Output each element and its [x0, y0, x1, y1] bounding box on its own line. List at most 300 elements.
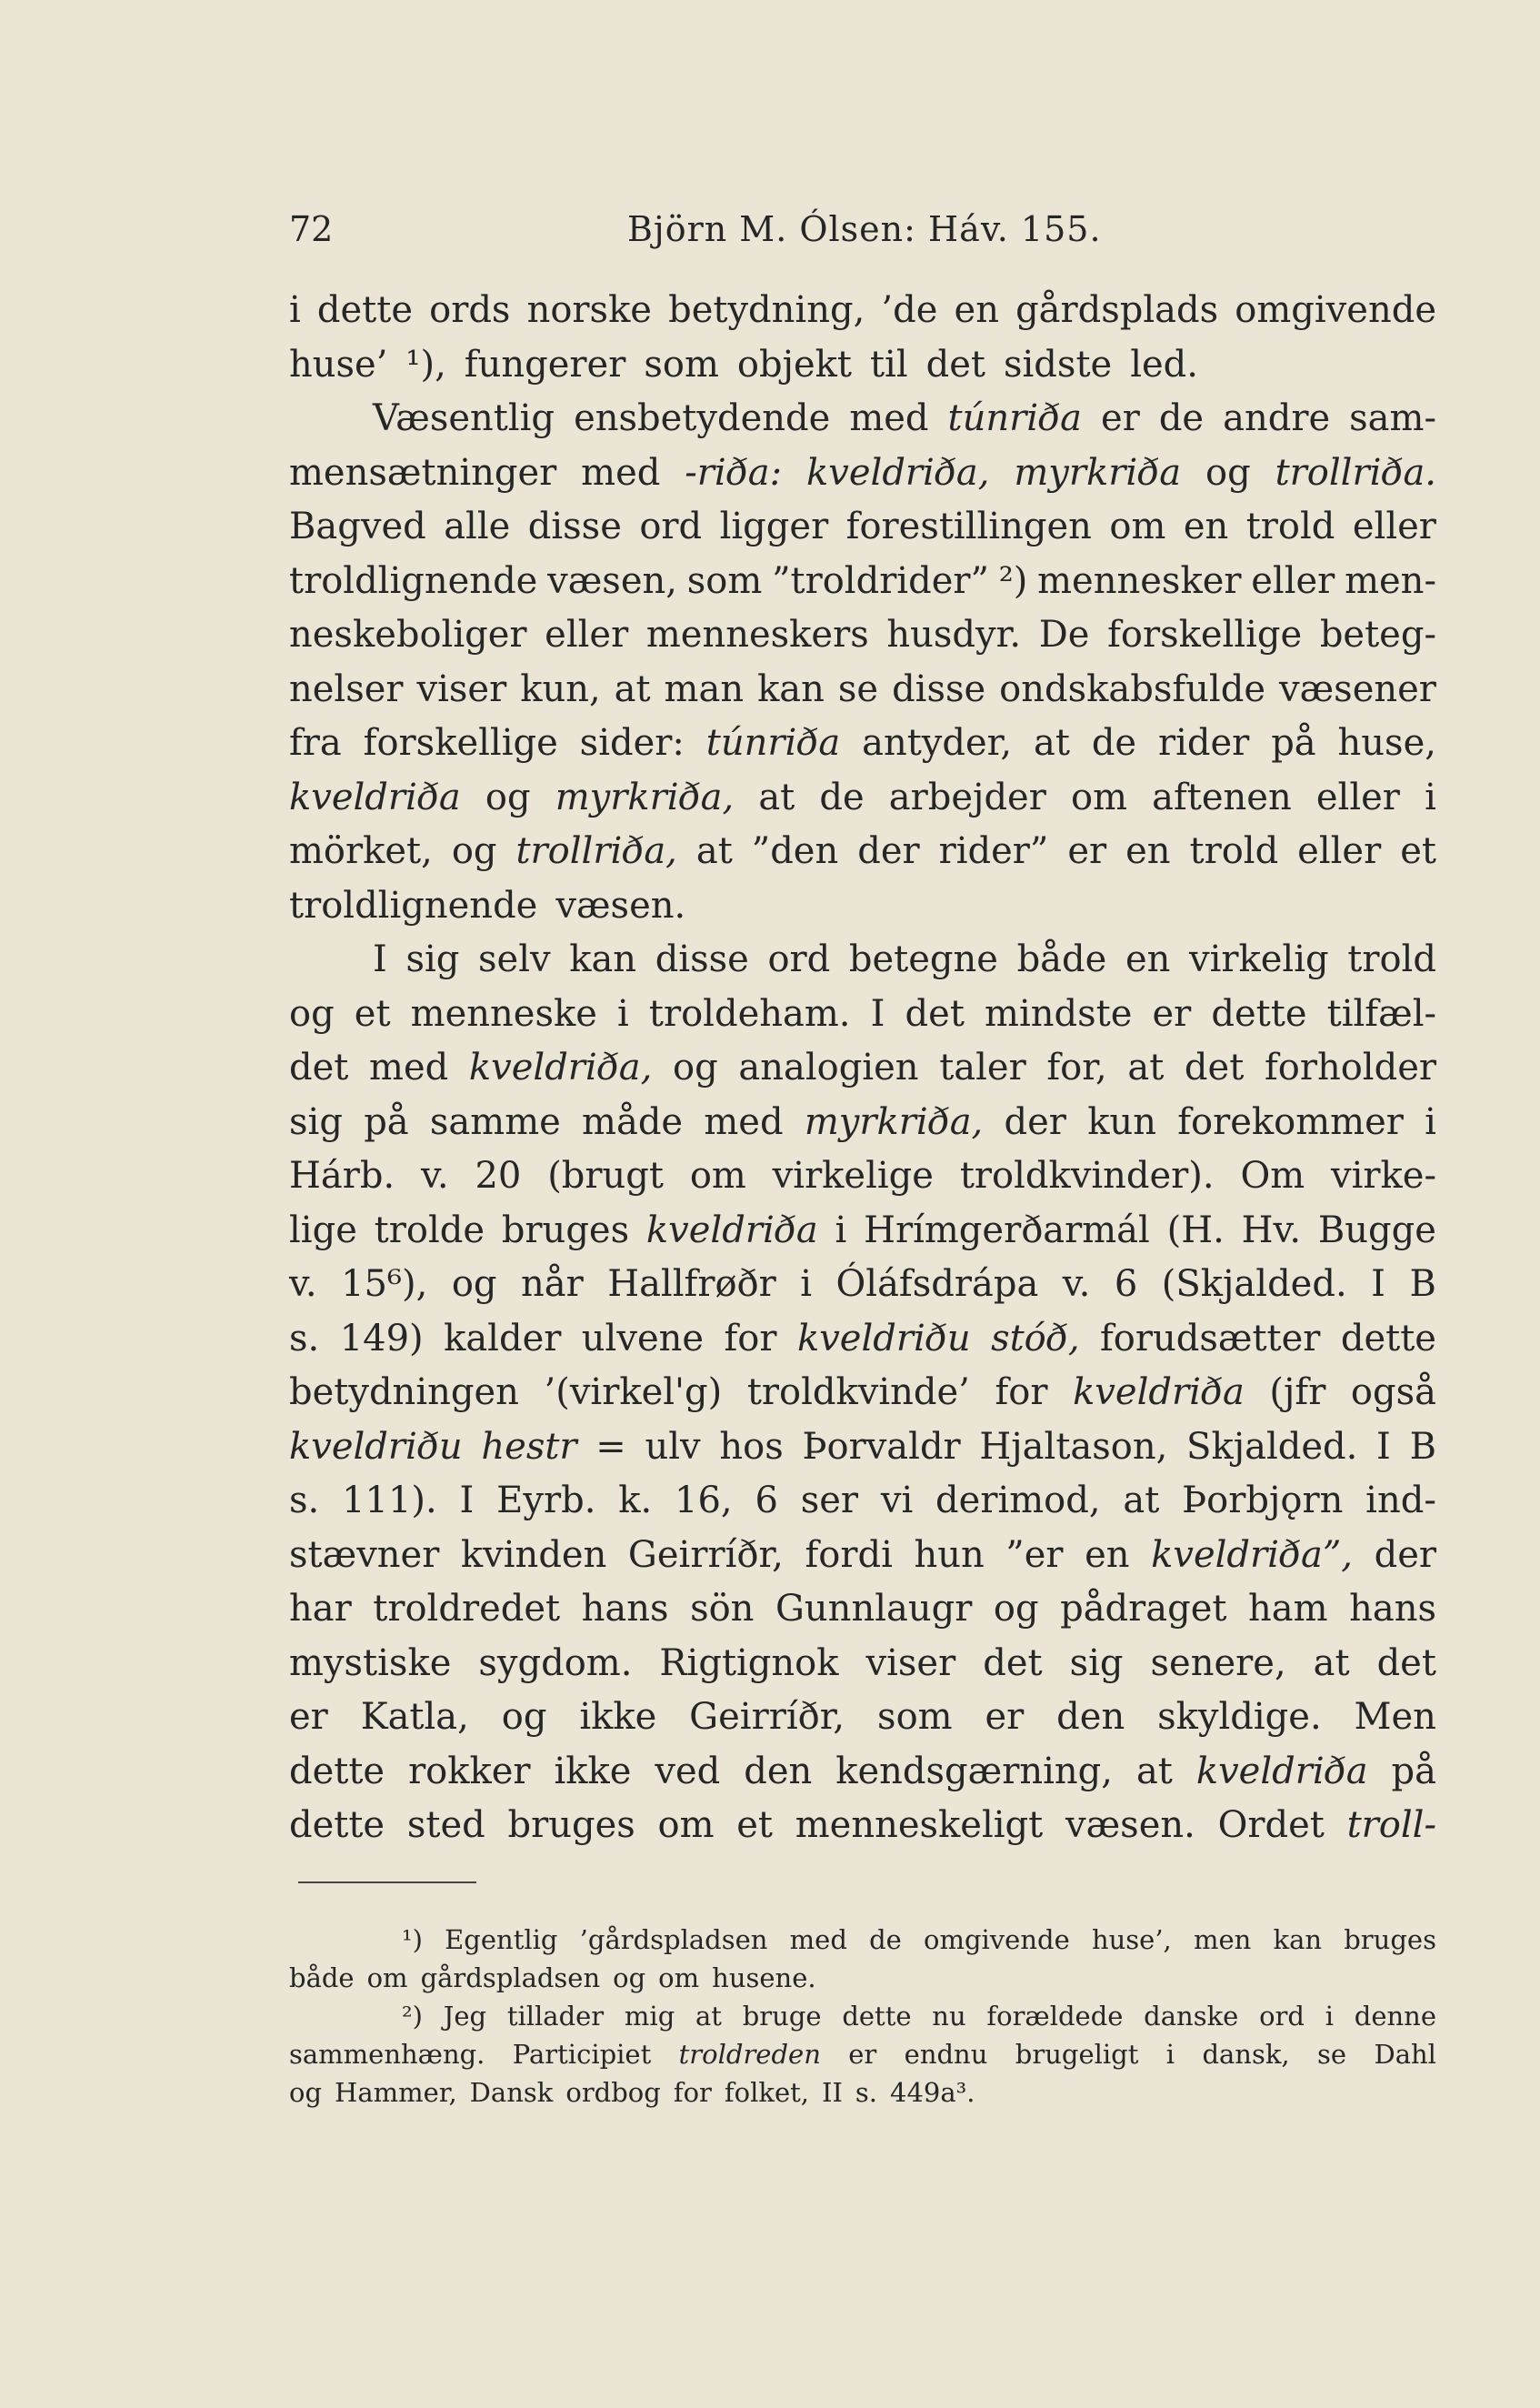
word: betydningen — [289, 1371, 519, 1413]
word: en — [954, 289, 999, 331]
word: ’de — [881, 289, 938, 331]
word: eller — [1251, 559, 1335, 602]
word: at — [614, 667, 651, 710]
word: mensætninger — [289, 451, 557, 494]
word: Þorbjǫrn — [1182, 1480, 1344, 1521]
word: troldeham. — [648, 992, 851, 1035]
word: se — [1317, 2039, 1347, 2070]
word: troldreden — [678, 2039, 821, 2070]
text-line — [289, 879, 1436, 934]
word: nelser — [289, 667, 404, 710]
text-line — [289, 1582, 1436, 1637]
word: sammenhæng. — [289, 2039, 485, 2070]
word: Rigtignok — [659, 1641, 839, 1684]
word: som — [877, 1696, 953, 1738]
word: et — [1400, 830, 1436, 872]
word: Væsentlig — [373, 397, 555, 439]
word: I — [1376, 1425, 1391, 1468]
word: myrkriða, — [555, 776, 735, 818]
text-line — [289, 1096, 1436, 1150]
word: bruges — [1344, 1924, 1436, 1955]
word: bruge — [742, 2001, 822, 2032]
text-line — [289, 1366, 1436, 1420]
word: rokker — [408, 1750, 531, 1792]
word: pådraget — [1060, 1588, 1227, 1630]
word: i — [1325, 2001, 1334, 2032]
word: de — [1091, 722, 1137, 764]
word: mystiske — [289, 1641, 452, 1684]
word: troldkvinde’ — [746, 1371, 970, 1413]
word: dansk, — [1202, 2039, 1290, 2070]
word: I — [1371, 1263, 1385, 1305]
word: 16, — [675, 1480, 733, 1521]
word: kveldriða, — [806, 451, 990, 494]
word: fra — [289, 722, 342, 764]
word: menneskers — [645, 614, 869, 656]
word: det — [905, 992, 965, 1035]
word: for — [673, 2077, 712, 2108]
word: at — [1127, 1047, 1165, 1089]
word: endnu — [904, 2039, 988, 2070]
word: en — [1183, 506, 1229, 547]
word: hans — [1349, 1588, 1436, 1630]
word: dette — [1340, 1317, 1436, 1360]
word: sig — [289, 1100, 343, 1143]
word: et — [736, 1804, 773, 1846]
word: der — [1004, 1100, 1066, 1143]
word: senere, — [1150, 1641, 1286, 1684]
word: ensbetydende — [574, 397, 831, 439]
text-line — [289, 1745, 1436, 1800]
word: at — [695, 2001, 722, 2032]
word: s. — [289, 1480, 320, 1521]
word: forskellige — [363, 722, 558, 764]
word: huse, — [1337, 722, 1436, 764]
word: de — [869, 1924, 902, 1955]
word: husene. — [712, 1962, 816, 1993]
word: ¹), — [405, 343, 446, 386]
word: betydning, — [668, 289, 865, 331]
word: Hv. — [1241, 1209, 1302, 1251]
word: mörket, — [289, 830, 433, 872]
word: mig — [624, 2001, 675, 2032]
footnote-line — [289, 1997, 1436, 2035]
word: har — [289, 1588, 352, 1630]
word: forekommer — [1177, 1100, 1404, 1143]
footnotes — [289, 1921, 1436, 2112]
word: for, — [1046, 1047, 1107, 1089]
word: disse — [527, 506, 622, 547]
word: både — [1016, 938, 1107, 980]
word: sider: — [579, 722, 685, 764]
word: disse — [655, 938, 749, 980]
word: eller — [1297, 830, 1382, 872]
word: ondskabsfulde — [999, 667, 1265, 710]
text-line — [289, 1474, 1436, 1529]
word: túnriða — [705, 722, 841, 764]
word: myrkriða — [1014, 451, 1182, 494]
text-line — [289, 1529, 1436, 1583]
text-line — [289, 1637, 1436, 1691]
word: arbejder — [888, 776, 1046, 818]
word: eller — [545, 614, 629, 656]
word: Jeg — [443, 2001, 487, 2032]
word: Geirríðr, — [689, 1696, 845, 1738]
word: kun, — [520, 667, 601, 710]
word: med — [581, 451, 661, 494]
word: s. — [289, 1317, 320, 1360]
word: forholder — [1264, 1047, 1436, 1089]
word: men — [1193, 1924, 1252, 1955]
word: sted — [406, 1804, 485, 1846]
word: og — [673, 1047, 718, 1089]
word: tillader — [506, 2001, 605, 2032]
text-line — [289, 717, 1436, 771]
word: se — [837, 667, 879, 710]
word: de — [819, 776, 865, 818]
word: at — [1135, 1750, 1173, 1792]
word: kveldriðu — [796, 1317, 971, 1360]
word: rider” — [938, 830, 1049, 872]
word: og — [993, 1588, 1039, 1630]
word: v. — [289, 1263, 317, 1305]
word: der — [1374, 1533, 1436, 1576]
word: men- — [1345, 559, 1436, 602]
word: I — [459, 1480, 475, 1521]
footnote-line — [289, 1959, 1436, 1997]
word: derimod, — [935, 1480, 1101, 1521]
word: det — [1184, 1047, 1245, 1089]
word: Dahl — [1374, 2039, 1436, 2070]
word: ikke — [554, 1750, 632, 1792]
word: om — [689, 1155, 746, 1197]
word: en — [1085, 1533, 1130, 1576]
word: kvinden — [460, 1533, 607, 1576]
word: ¹) — [402, 1924, 423, 1955]
word: folket, — [724, 2077, 809, 2108]
text-line — [289, 1799, 1436, 1853]
word: ligger — [719, 506, 829, 547]
word: Katla, — [360, 1696, 469, 1738]
word: Men — [1354, 1696, 1436, 1738]
word: det — [925, 343, 985, 386]
word: forskellige — [1107, 614, 1303, 656]
word: ²) — [402, 2001, 423, 2032]
word: Hárb. — [289, 1155, 395, 1197]
word: kveldriða — [1195, 1750, 1368, 1792]
word: væsener — [1278, 667, 1436, 710]
word: norske — [526, 289, 652, 331]
word: den — [1056, 1696, 1125, 1738]
word: de — [1158, 397, 1205, 439]
word: k. — [618, 1480, 653, 1521]
word: er — [1152, 992, 1192, 1035]
word: samme — [429, 1100, 561, 1143]
word: i — [1425, 1100, 1436, 1143]
word: kveldriða — [289, 776, 461, 818]
word: på — [364, 1100, 409, 1143]
word: at — [758, 776, 795, 818]
word: kveldriða — [1073, 1371, 1245, 1413]
word: kendsgærning, — [835, 1750, 1113, 1792]
word: dette — [1211, 992, 1307, 1035]
word: ²) — [998, 559, 1028, 602]
word: om — [657, 1804, 715, 1846]
word: mennesker — [1037, 559, 1242, 602]
word: 149) — [339, 1317, 424, 1360]
text-line — [289, 608, 1436, 663]
word: er — [289, 1696, 328, 1738]
word: og — [501, 1696, 547, 1738]
word: ind- — [1365, 1480, 1436, 1521]
word: alle — [444, 506, 511, 547]
word: troldlignende — [289, 884, 538, 927]
text-line — [289, 500, 1436, 555]
word: 15⁶), — [341, 1263, 428, 1305]
word: om — [1109, 506, 1166, 547]
word: måde — [582, 1100, 684, 1143]
word: kan — [1273, 1924, 1323, 1955]
word: Geirríðr, — [627, 1533, 784, 1576]
word: den — [744, 1750, 813, 1792]
word: 111). — [342, 1480, 437, 1521]
word: Þorvaldr — [802, 1425, 961, 1468]
word: trollriða, — [515, 830, 677, 872]
word: er — [848, 2039, 877, 2070]
word: -riða: — [685, 451, 783, 494]
word: ”er — [1005, 1533, 1064, 1576]
word: sidste — [1003, 343, 1113, 386]
word: væsen. — [1065, 1804, 1195, 1846]
word: kan — [757, 667, 825, 710]
word: der — [857, 830, 920, 872]
running-head: Björn M. Ólsen: Háv. 155. — [627, 209, 1102, 249]
text-line — [289, 1312, 1436, 1367]
word: aftenen — [1152, 776, 1292, 818]
word: ords — [429, 289, 511, 331]
text-line — [289, 338, 1436, 393]
word: Hrímgerðarmál — [864, 1209, 1150, 1251]
word: (brugt — [547, 1155, 664, 1197]
word: forældede — [986, 2001, 1124, 2032]
word: i — [800, 1263, 813, 1305]
word: ved — [655, 1750, 721, 1792]
word: led. — [1130, 343, 1198, 386]
word: hans — [581, 1588, 669, 1630]
word: ordbog — [565, 2077, 661, 2108]
text-line — [289, 446, 1436, 501]
word: til — [869, 343, 908, 386]
word: er — [1067, 830, 1107, 872]
word: og — [1205, 451, 1251, 494]
word: eller — [1315, 776, 1400, 818]
word: ulvene — [581, 1317, 705, 1360]
word: ”troldrider” — [772, 559, 989, 602]
word: trold — [1189, 830, 1279, 872]
word: huse’ — [289, 343, 388, 386]
word: antyder, — [862, 722, 1013, 764]
word: ord — [767, 938, 831, 980]
word: sig — [1069, 1641, 1124, 1684]
word: v. — [1062, 1263, 1091, 1305]
word: også — [1350, 1371, 1436, 1413]
word: analogien — [738, 1047, 919, 1089]
text-line — [289, 663, 1436, 717]
word: (jfr — [1269, 1371, 1326, 1413]
text-line — [289, 988, 1436, 1042]
word: omgivende — [924, 1924, 1070, 1955]
word: sig — [405, 938, 460, 980]
word: med — [789, 1924, 847, 1955]
word: kveldriða — [645, 1209, 818, 1251]
word: andre — [1223, 397, 1331, 439]
word: nu — [932, 2001, 966, 2032]
word: Gunnlaugr — [775, 1588, 973, 1630]
word: Eyrb. — [496, 1480, 596, 1521]
word: og — [289, 2077, 323, 2108]
word: ord — [1259, 2001, 1305, 2032]
word: dette — [316, 289, 414, 331]
word: kveldriða, — [468, 1047, 653, 1089]
text-line — [289, 825, 1436, 879]
word: at — [1034, 722, 1070, 764]
word: troll- — [1346, 1804, 1436, 1846]
word: Dansk — [469, 2077, 554, 2108]
word: stóð, — [991, 1317, 1080, 1360]
body-text — [289, 284, 1436, 1853]
footnote-rule — [298, 1881, 476, 1883]
word: en — [1125, 938, 1171, 980]
word: sön — [690, 1588, 755, 1630]
word: myrkriða, — [804, 1100, 984, 1143]
footnote-line — [289, 2073, 1436, 2112]
word: fungerer — [464, 343, 626, 386]
word: Óláfsdrápa — [835, 1263, 1039, 1305]
word: B — [1409, 1425, 1436, 1468]
word: brugeligt — [1015, 2039, 1139, 2070]
word: ’(virkel'g) — [544, 1371, 723, 1413]
word: II — [821, 2077, 843, 2108]
word: det — [289, 1047, 349, 1089]
word: 20 — [475, 1155, 522, 1197]
word: hestr — [481, 1425, 577, 1468]
word: Bagved — [289, 506, 426, 547]
word: i — [835, 1209, 847, 1251]
word: Hammer, — [335, 2077, 457, 2108]
word: i — [617, 992, 629, 1035]
word: troldredet — [373, 1588, 561, 1630]
word: skyldige. — [1157, 1696, 1322, 1738]
word: tilfæl- — [1326, 992, 1436, 1035]
word: dette — [289, 1750, 385, 1792]
word: i — [289, 289, 301, 331]
word: og — [451, 830, 497, 872]
word: det — [983, 1641, 1043, 1684]
word: disse — [892, 667, 986, 710]
word: på — [1391, 1750, 1436, 1792]
word: B — [1409, 1263, 1436, 1305]
word: at — [1313, 1641, 1350, 1684]
word: med — [369, 1047, 449, 1089]
word: det — [1376, 1641, 1436, 1684]
word: viser — [416, 667, 507, 710]
word: bruges — [507, 1804, 635, 1846]
word: virkelig — [1189, 938, 1329, 980]
word: at — [695, 830, 733, 872]
word: og — [613, 1962, 646, 1993]
word: virkelige — [772, 1155, 934, 1197]
word: om — [1070, 776, 1127, 818]
word: betegne — [848, 938, 998, 980]
page-number: 72 — [289, 209, 334, 249]
word: I — [870, 992, 885, 1035]
word: = — [595, 1425, 626, 1468]
word: om — [366, 1962, 408, 1993]
text-line — [289, 555, 1436, 609]
word: med — [704, 1100, 784, 1143]
word: som — [686, 559, 763, 602]
word: (Skjalded. — [1161, 1263, 1347, 1305]
word: 6 — [755, 1480, 778, 1521]
word: Hjaltason, — [979, 1425, 1168, 1468]
word: ”den — [751, 830, 839, 872]
word: med — [849, 397, 929, 439]
word: hun — [914, 1533, 985, 1576]
word: dette — [842, 2001, 912, 2032]
word: menneske — [410, 992, 597, 1035]
word: rider — [1157, 722, 1250, 764]
word: (H. — [1166, 1209, 1225, 1251]
word: kveldriða”, — [1151, 1533, 1354, 1576]
word: væsen, — [547, 559, 677, 602]
word: 449a³. — [890, 2077, 975, 2108]
word: troldkvinder). — [959, 1155, 1215, 1197]
word: trold — [1347, 938, 1436, 980]
word: forestillingen — [845, 506, 1092, 547]
footnote-line — [289, 1921, 1436, 1959]
word: sygdom. — [478, 1641, 633, 1684]
word: eller — [1352, 506, 1436, 547]
word: ikke — [579, 1696, 657, 1738]
word: ’gårdspladsen — [579, 1924, 768, 1955]
word: vi — [880, 1480, 914, 1521]
text-line — [289, 392, 1436, 446]
word: dette — [289, 1804, 385, 1846]
word: at — [1123, 1480, 1160, 1521]
word: Egentlig — [445, 1924, 558, 1955]
word: på — [1271, 722, 1316, 764]
word: Participiet — [512, 2039, 652, 2070]
text-line — [289, 1041, 1436, 1096]
word: Skjalded. — [1186, 1425, 1358, 1468]
word: og — [289, 992, 335, 1035]
text-line — [289, 771, 1436, 826]
word: gårdspladsen — [420, 1962, 601, 1993]
word: ser — [800, 1480, 859, 1521]
word: denne — [1354, 2001, 1436, 2032]
word: kveldriðu — [289, 1425, 463, 1468]
word: s. — [855, 2077, 878, 2108]
text-line — [289, 1258, 1436, 1312]
word: taler — [939, 1047, 1026, 1089]
word: Om — [1240, 1155, 1305, 1197]
word: huse’, — [1091, 1924, 1172, 1955]
word: virke- — [1331, 1155, 1436, 1197]
text-line — [289, 1691, 1436, 1745]
word: beteg- — [1319, 614, 1436, 656]
word: kan — [569, 938, 637, 980]
word: når — [520, 1263, 584, 1305]
